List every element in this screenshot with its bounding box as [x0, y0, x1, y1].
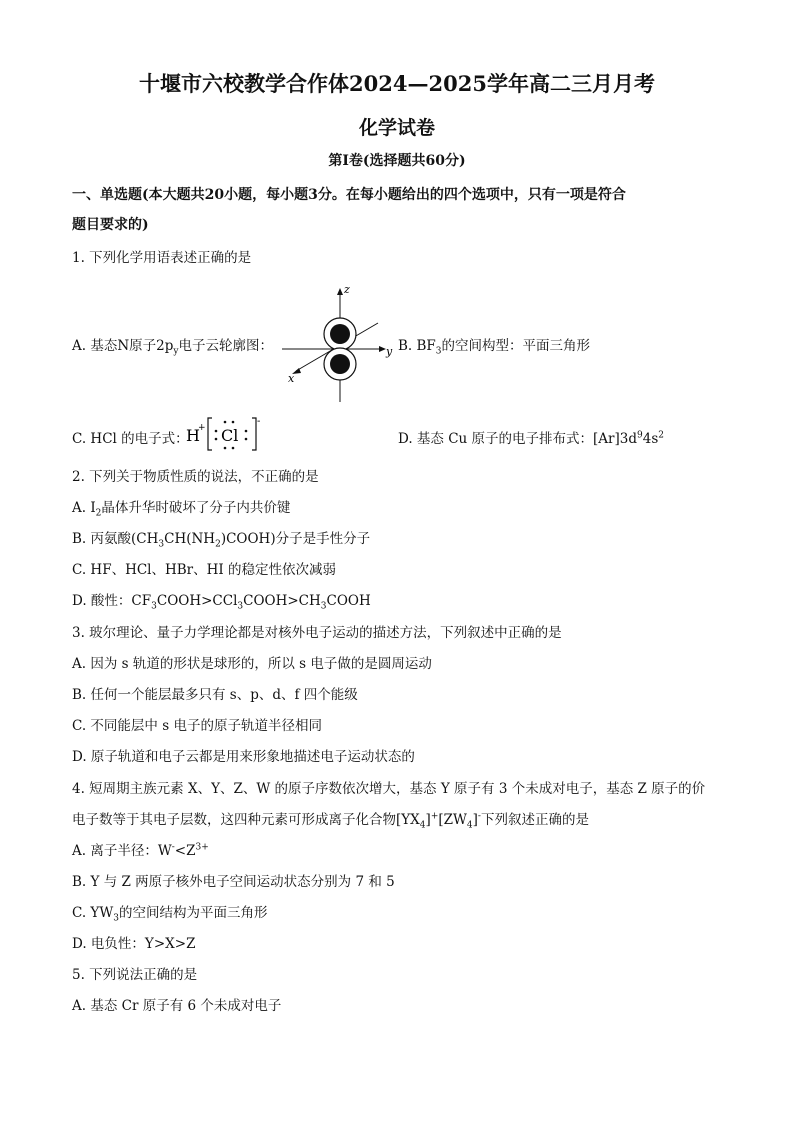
q4-stem2-sub2: 4: [466, 820, 473, 831]
q2-option-a: [72, 496, 290, 519]
y-axis-label: y: [386, 345, 393, 358]
q4-stem2-sub1: 4: [419, 820, 426, 831]
q2-a-pre: A. I: [72, 500, 96, 516]
q4-option-b: B. Y 与 Z 两原子核外电子空间运动状态分别为 7 和 5: [72, 874, 395, 890]
q4-a-pre: A. 离子半径：W: [72, 843, 172, 859]
q2-d-sub1: 3: [151, 601, 157, 612]
q1-option-a: [72, 334, 273, 357]
q3-option-c: C. 不同能层中 s 电子的原子轨道半径相同: [72, 718, 322, 734]
q4-a-sup2: 3+: [195, 842, 209, 853]
z-axis-label: z: [344, 283, 350, 296]
q2-b-pre: B. 丙氨酸(CH: [72, 531, 159, 547]
q1-stem: 1. 下列化学用语表述正确的是: [72, 250, 252, 266]
q1-option-c: [72, 427, 189, 447]
q3-option-a: A. 因为 s 轨道的形状是球形的，所以 s 电子做的是圆周运动: [72, 656, 432, 672]
q3-option-d: D. 原子轨道和电子云都是用来形象地描述电子运动状态的: [72, 749, 415, 765]
q1-a-prefix: A. 基态N原子2p: [72, 338, 174, 354]
p-orbital-diagram: [282, 282, 402, 404]
hcl-h-symbol: H: [186, 426, 200, 445]
electron-dot: [224, 421, 227, 424]
q1-d-mid: 4s: [642, 431, 659, 447]
instructions-line-1: 一、单选题(本大题共20小题，每小题3分。在每小题给出的四个选项中，只有一项是符合: [72, 187, 626, 203]
q2-a-post: 晶体升华时破坏了分子内共价键: [101, 500, 291, 516]
q4-stem-line-2: 电子数等于其电子层数，这四种元素可形成离子化合物$[YX_4]^+[ZW_4]^-$下列叙述正确的是: [72, 811, 589, 831]
q2-b-sub1: 3: [158, 539, 165, 550]
q2-d-sub3: 3: [320, 601, 327, 612]
q1-a-sub: y: [173, 346, 179, 357]
q3-stem: 3. 玻尔理论、量子力学理论都是对核外电子运动的描述方法，下列叙述中正确的是: [72, 625, 562, 641]
hcl-right-bracket: [252, 418, 256, 450]
hcl-left-bracket: [208, 418, 212, 450]
q2-d-pre: D. 酸性：CF: [72, 593, 152, 609]
q1-option-b: [398, 334, 590, 357]
electron-dot: [224, 447, 227, 450]
q1-d-sup2: 2: [658, 430, 664, 441]
q2-d-sub2: 3: [237, 601, 244, 612]
q2-b-post: )COOH)分子是手性分子: [220, 531, 371, 547]
q4-stem2-sup2: -: [477, 811, 481, 822]
q4-a-mid: <Z: [174, 843, 196, 859]
q2-stem: 2. 下列关于物质性质的说法，不正确的是: [72, 469, 319, 485]
q3-option-b: B. 任何一个能层最多只有 s、p、d、f 四个能级: [72, 687, 358, 703]
electron-dot: [215, 438, 218, 441]
q1-c-prefix: C. HCl 的电子式：: [72, 431, 189, 447]
q4-a-sup1: -: [171, 842, 175, 853]
q1-d-text: D. 基态 Cu 原子的电子排布式：[Ar]3d: [398, 431, 637, 447]
q4-stem2-mid: [ZW: [438, 812, 467, 828]
q1-d-sup1: 9: [637, 430, 643, 441]
q4-option-d: D. 电负性：Y>X>Z: [72, 936, 196, 952]
exam-subtitle: 化学试卷: [358, 117, 435, 139]
q2-option-b: [72, 527, 370, 550]
q4-stem2-post: 下列叙述正确的是: [480, 812, 589, 828]
orbital-lobe-lower-core: [330, 354, 350, 374]
z-axis-arrow: [337, 288, 343, 295]
q4-option-a: [72, 839, 209, 859]
q2-b-mid: CH(NH: [164, 531, 216, 547]
hcl-cl-charge: -: [257, 416, 261, 427]
q2-d-post: COOH: [326, 593, 371, 609]
electron-dot: [245, 438, 248, 441]
exam-title: 十堰市六校教学合作体2024—2025学年高二三月月考: [139, 71, 655, 96]
electron-dot: [232, 447, 235, 450]
q4-c-sub: 3: [113, 913, 119, 924]
hcl-cl-symbol: Cl: [221, 426, 239, 445]
q4-c-pre: C. YW: [72, 905, 114, 921]
x-axis-label: x: [288, 372, 295, 385]
y-axis-arrow: [379, 346, 386, 352]
hcl-electron-formula: [186, 414, 266, 454]
electron-dot: [232, 421, 235, 424]
orbital-lobe-upper-core: [330, 324, 350, 344]
q2-d-mid2: COOH>CH: [243, 593, 321, 609]
q4-stem2-pre: 电子数等于其电子层数，这四种元素可形成离子化合物[YX: [72, 812, 420, 828]
q1-b-sub: 3: [435, 346, 442, 357]
electron-dot: [215, 430, 218, 433]
q1-b-suffix: 的空间构型：平面三角形: [441, 338, 591, 354]
q1-b-prefix: B. BF: [398, 338, 436, 354]
q1-a-suffix: 电子云轮廓图：: [178, 338, 273, 354]
q2-d-mid1: COOH>CCl: [156, 593, 238, 609]
section-heading: 第Ⅰ卷(选择题共60分): [328, 153, 466, 169]
q2-a-sub: 2: [95, 508, 102, 519]
q4-option-c: [72, 901, 267, 924]
q2-option-c: C. HF、HCl、HBr、HI 的稳定性依次减弱: [72, 562, 337, 578]
q4-stem-line-1: 4. 短周期主族元素 X、Y、Z、W 的原子序数依次增大，基态 Y 原子有 3 个未成对电子，基态 Z 原子的价: [72, 781, 706, 797]
q1-option-d: [398, 427, 664, 447]
hcl-h-charge: +: [198, 423, 206, 433]
q4-c-post: 的空间结构为平面三角形: [118, 905, 268, 921]
q5-option-a: A. 基态 Cr 原子有 6 个未成对电子: [72, 998, 282, 1014]
q2-b-sub2: 2: [215, 539, 221, 550]
q5-stem: 5. 下列说法正确的是: [72, 967, 198, 983]
q4-stem2-sup1: +: [430, 811, 439, 822]
electron-dot: [245, 430, 248, 433]
q2-option-d: [72, 589, 371, 612]
instructions-line-2: 题目要求的): [72, 217, 149, 233]
